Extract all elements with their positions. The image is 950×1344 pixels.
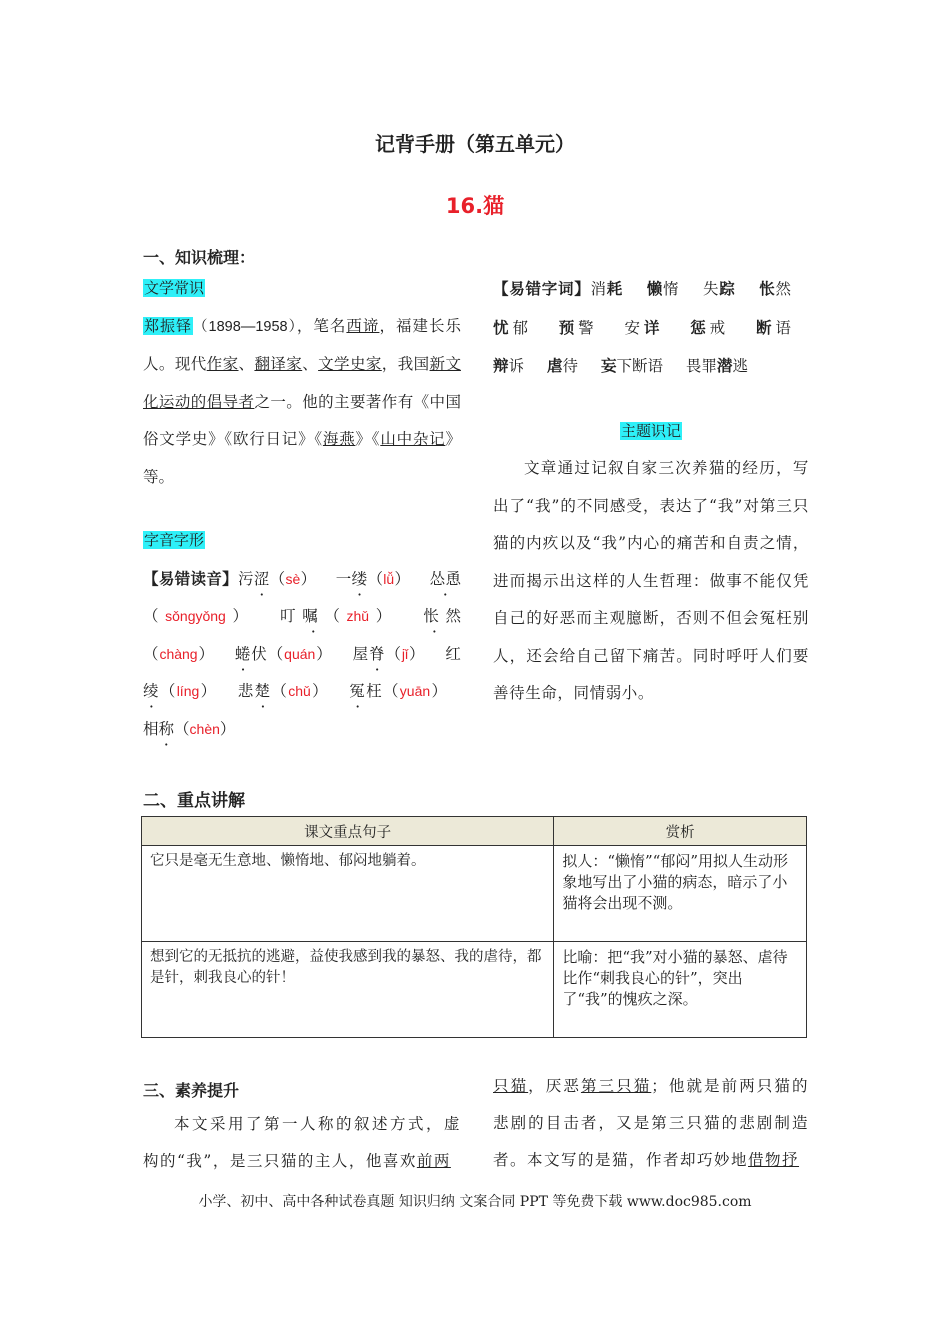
pron-item [238,570,317,588]
pron-item [143,720,235,738]
sentence-cell: 它只是毫无生意地、懒惰地、郁闷地躺着。 [142,846,554,942]
word-key-char: 潜 [716,356,733,375]
word-key-char: 辩 [493,356,509,375]
word-label: 【易错字词】 [493,279,591,298]
pron-char: 楚 [254,682,272,700]
word-part: 郁 [512,318,532,337]
text: ，我国 [381,355,430,373]
word-key-char: 踪 [719,279,736,298]
pron-pre: 红 [445,644,461,663]
word-key-char: 妄 [600,356,617,375]
col-header-sentence: 课文重点句子 [142,817,554,846]
section3-left [143,1106,461,1180]
literature-block [143,270,461,496]
col-header-analysis: 赏析 [554,817,807,846]
word-part: 下断语 [616,357,663,375]
pron-char: 涩 [253,569,270,588]
word-part: 警 [578,318,598,337]
pron-post: 伏 [251,644,268,663]
work-haiyan: 海燕 [322,430,356,448]
pinyin: （chàng） [143,644,215,663]
text: 》《 [355,430,381,448]
section3-right [493,1068,809,1179]
word-key-char: 惩 [690,317,710,337]
pron-item [349,682,447,700]
word-part: 语 [775,318,791,337]
pinyin: （líng） [159,682,218,700]
word-part: 待 [562,357,578,375]
text: ，福建长乐人。现代 [143,316,461,373]
pinyin: （chèn） [174,719,236,738]
pinyin: （chǔ） [271,682,329,700]
pron-post: 枉 [366,682,383,700]
word-item [690,319,729,337]
theme-tag-wrap [493,420,809,441]
word-key-char: 懒 [646,279,664,298]
pron-char: 冤 [349,682,367,700]
literature-tag: 文学常识 [144,279,205,297]
pronunciation-block [143,522,461,748]
word-part: 安 [624,318,644,337]
word-item [624,319,663,337]
text: 、 [238,355,255,373]
word-item [493,357,524,375]
words-block [493,270,809,386]
role-historian: 文学史家 [318,355,382,373]
pron-label: 【易错读音】 [143,568,238,588]
underline-text: 第三只猫 [580,1077,652,1095]
word-part: 畏罪 [685,357,717,375]
footer-banner: 小学、初中、高中各种试卷真题 知识归纳 文案合同 PPT 等免费下载 www.doc985.com [198,1194,752,1210]
word-key-char: 断 [755,317,776,337]
text: 、 [302,355,319,373]
role-translator: 翻译家 [254,355,303,373]
table-row [142,942,807,1038]
word-key-char: 怅 [759,279,776,298]
pron-pre: 屋 [352,644,369,663]
word-item [493,319,532,337]
pron-char: 绫 [143,682,160,700]
word-part: 然 [775,280,791,298]
pron-pre: 悲 [237,682,255,700]
word-key-char: 虐 [546,356,563,375]
author-years: （1898—1958） [193,318,297,335]
word-part: 戒 [709,318,730,337]
word-item [703,280,736,298]
pron-item [280,607,398,625]
section1-heading: 一、知识梳理： [143,248,256,267]
word-key-char: 耗 [606,279,624,298]
pron-char: 蜷 [234,644,252,663]
text: 》等。 [143,430,461,486]
text: 之一。他的主要著作有《中国俗文学史》《欧行日记》《 [143,392,461,448]
word-item [591,280,624,298]
pinyin: （quán） [267,644,333,663]
underline-text: 只猫 [493,1077,529,1095]
word-part: 诉 [508,357,525,375]
sentence-cell: 想到它的无抵抗的逃避，益使我感到我的暴怒、我的虐待，都是针，刺我良心的针！ [142,942,554,1038]
pinyin: （yuān） [382,682,447,700]
pinyin: （zhǔ） [324,607,398,625]
word-key-char: 忧 [493,317,513,337]
pron-item [353,645,426,663]
pron-char: 怂恿 [429,569,461,588]
word-key-char: 详 [643,317,664,337]
pron-char: 嘱 [302,607,325,625]
key-sentences-table [141,816,807,1038]
role-advocate: 新文化运动的倡导者 [143,355,461,411]
word-item [547,357,578,375]
word-item [759,280,791,298]
text: ；他就是前两只猫的悲剧的目击者，又是第三只猫的悲剧制造者。本文写的是猫，作者却巧妙地 [493,1077,809,1169]
word-item [686,357,748,375]
lesson-title: 16.猫 [445,194,505,218]
word-part: 失 [702,280,720,298]
work-shanzhong: 山中杂记 [380,430,446,448]
word-item [647,280,680,298]
table-row [142,846,807,942]
underline-text: 前两 [416,1152,451,1170]
section3-heading: 三、素养提升 [143,1081,240,1100]
author-name: 郑振铎 [144,316,193,335]
pinyin: （sǒngyǒng） [143,607,255,625]
theme-text: 文章通过记叙自家三次养猫的经历，写出了“我”的不同感受，表达了“我”对第三只猫的内疚以及“我”内心的痛苦和自责之情，进而揭示出这样的人生哲理：做事不能仅凭自己的好恶而主观臆断，否则不但会冤枉别人，还会给自己留下痛苦。同时呼吁人们要善待生命，同情弱小。 [493,459,809,702]
pron-char: 怅 [423,607,446,625]
pron-pre: 相 [143,719,159,738]
pinyin: （sè） [269,569,317,588]
pron-char: 称 [158,719,175,738]
word-part: 惰 [663,280,680,298]
page-title: 记背手册（第五单元） [375,132,575,156]
pinyin: （jǐ） [385,644,426,663]
word-item [559,319,598,337]
pron-pre: 叮 [280,607,303,625]
text: ，笔名 [296,316,347,335]
underline-text: 借物抒 [748,1151,800,1169]
theme-tag: 主题识记 [620,422,681,440]
pron-item [235,645,333,663]
pron-list [143,570,461,738]
word-part: 消 [590,280,607,298]
pron-pre: 污 [237,569,254,588]
pron-post: 然 [445,607,461,625]
analysis-cell: 比喻：把“我”对小猫的暴怒、虐待比作“刺我良心的针”，突出了“我”的愧疚之深。 [554,942,807,1038]
pron-item [238,682,329,700]
word-item [756,319,791,337]
role-writer: 作家 [206,355,239,373]
pron-char: 脊 [369,644,386,663]
text: 本文采用了第一人称的叙述方式，虚构的“我”，是三只猫的主人，他喜欢 [143,1115,461,1170]
pron-pre: 一 [335,569,352,588]
pinyin: （lǚ） [367,569,411,588]
pron-item [336,570,411,588]
pron-char: 缕 [351,569,368,588]
text: ，厌恶 [528,1077,581,1095]
word-item [601,357,663,375]
pen-name: 西谛 [346,316,380,335]
word-part: 逃 [732,357,748,375]
word-key-char: 预 [558,317,579,337]
analysis-cell: 拟人：“懒惰”“郁闷”用拟人生动形象地写出了小猫的病态，暗示了小猫将会出现不测。 [554,846,807,942]
pronunciation-tag: 字音字形 [144,531,205,549]
section2-heading: 二、重点讲解 [143,791,245,811]
